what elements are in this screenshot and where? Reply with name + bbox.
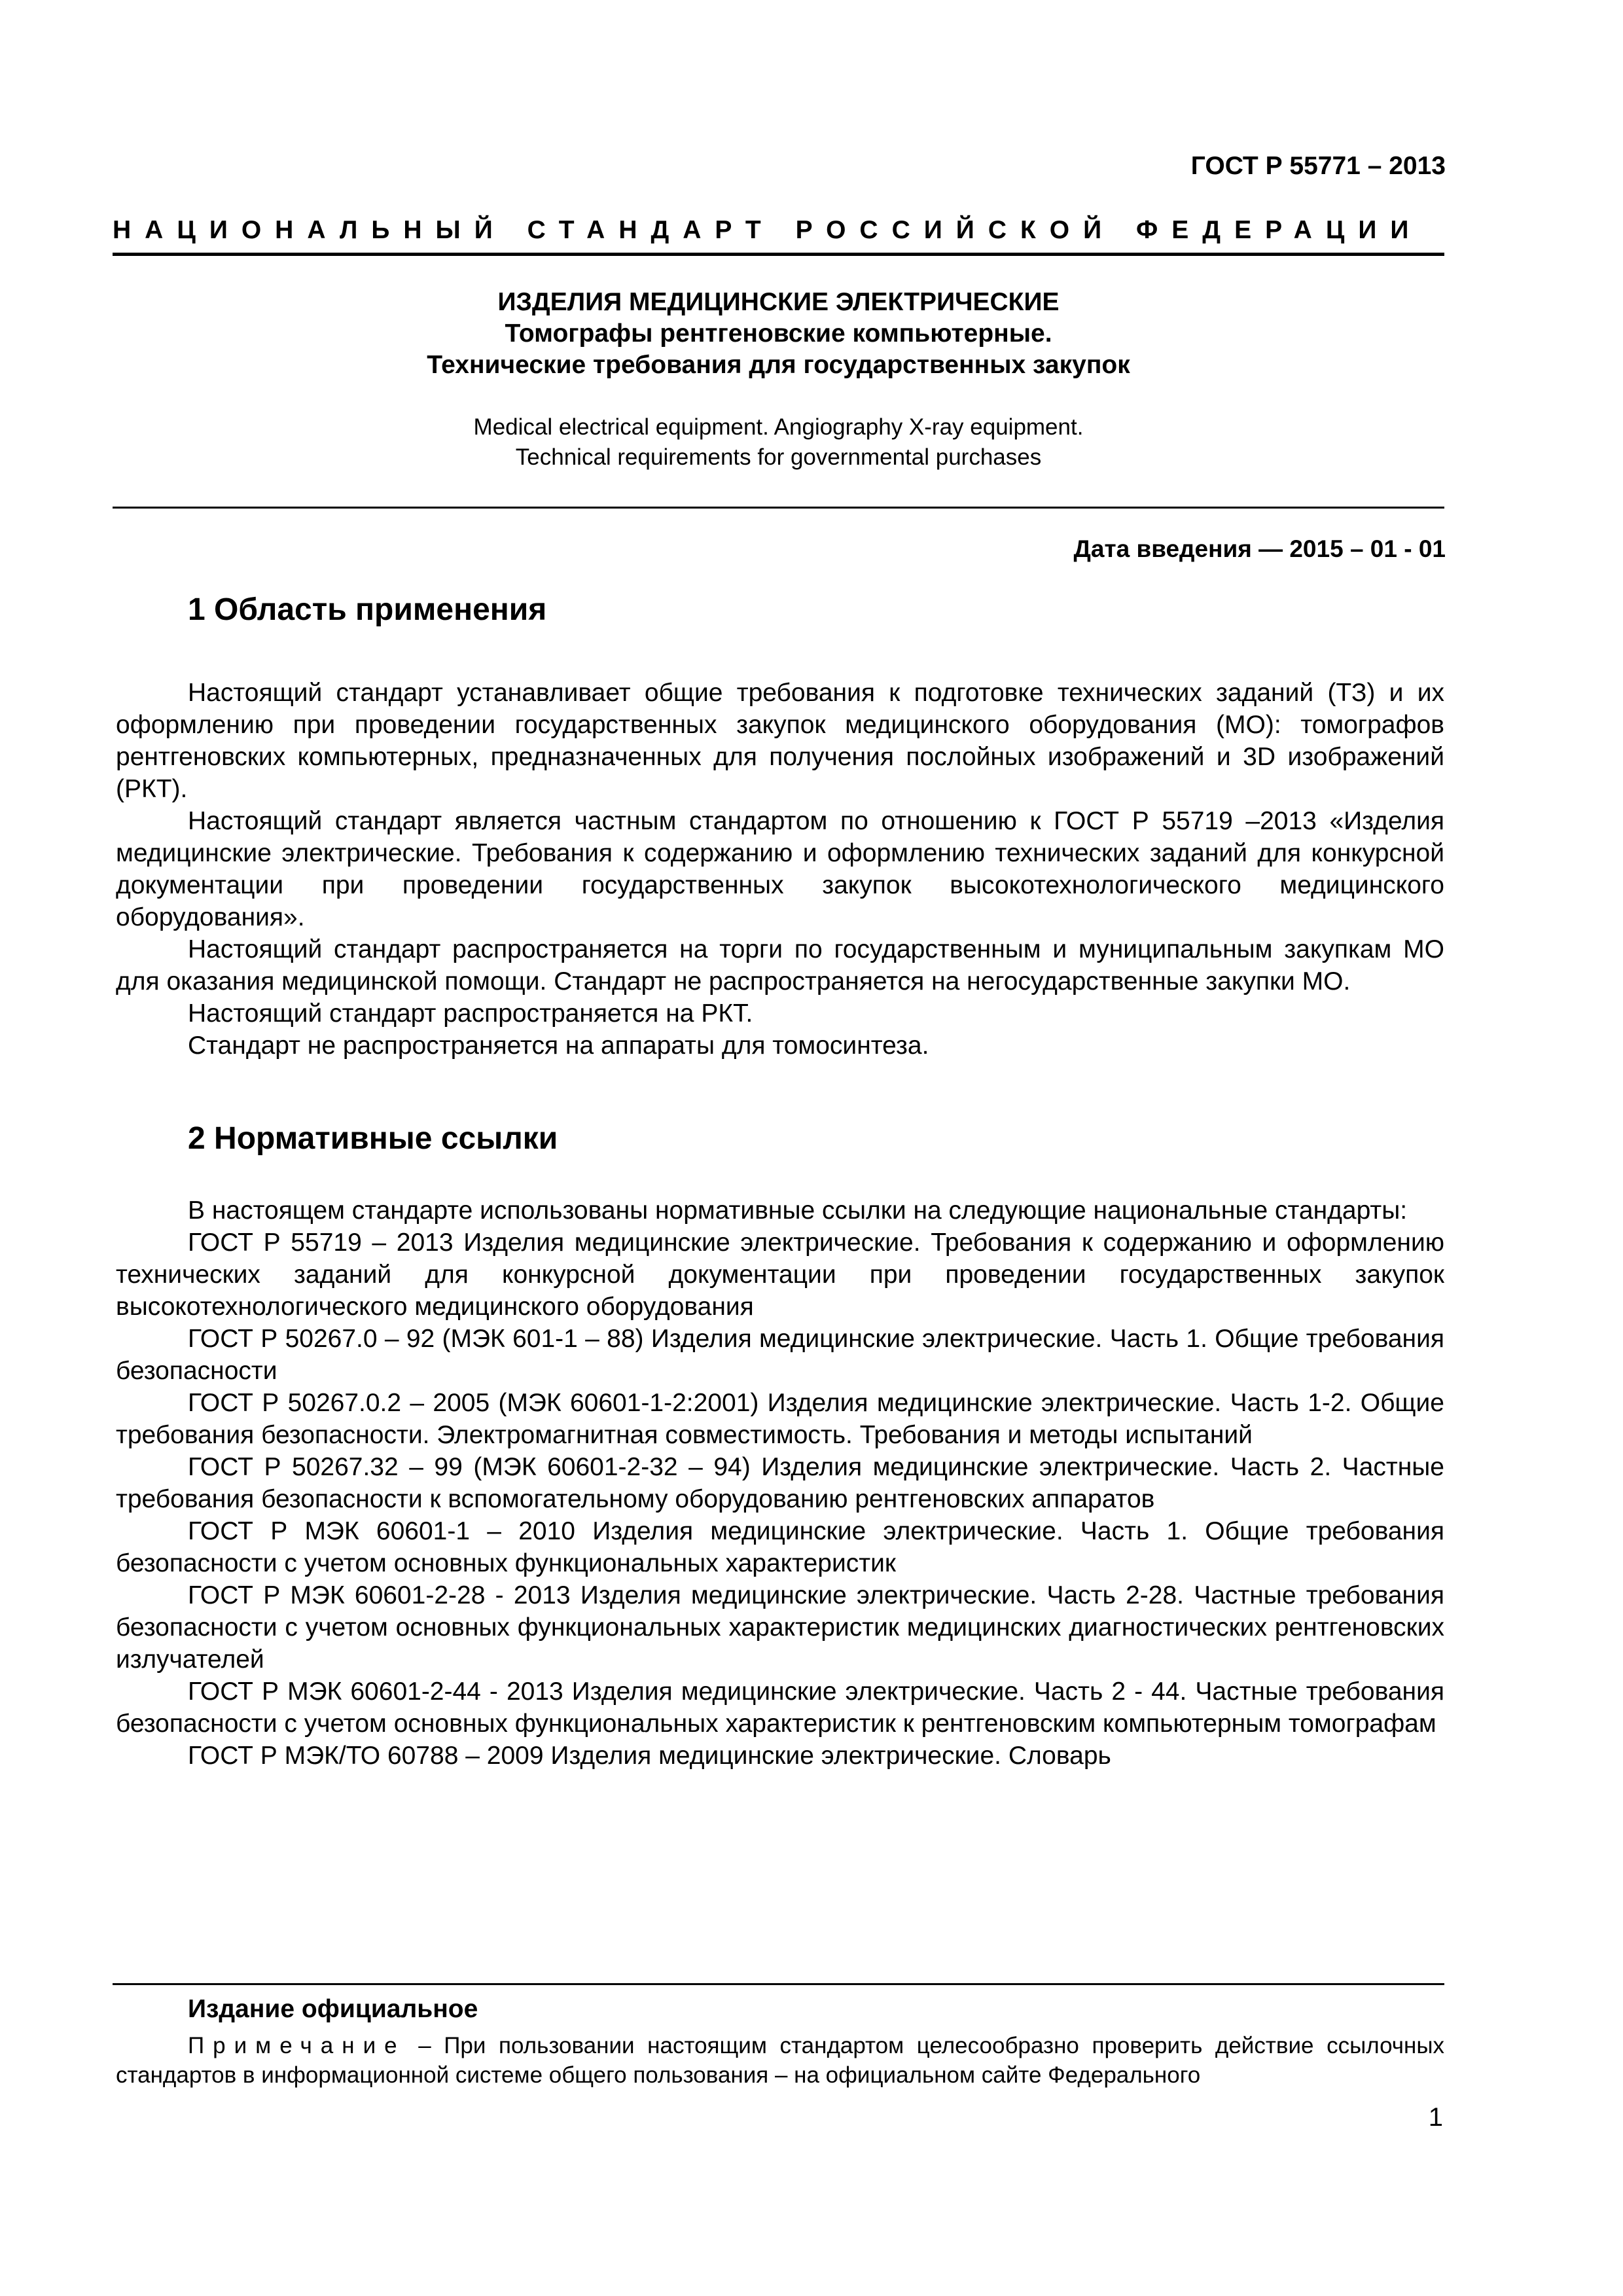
paragraph: Стандарт не распространяется на аппараты для томосинтеза.: [188, 1031, 929, 1060]
title-line-3: Технические требования для государственных закупок: [427, 351, 1130, 379]
footer-note: [116, 2031, 1444, 2090]
section-2-body: [116, 1194, 1444, 1772]
paragraph: В настоящем стандарте использованы нормативные ссылки на следующие национальные стандарты:: [188, 1196, 1408, 1225]
title-rule: [113, 507, 1444, 509]
section-2-heading: 2 Нормативные ссылки: [188, 1121, 558, 1156]
english-title-block: [113, 412, 1444, 473]
english-title-line-1: Medical electrical equipment. Angiography X-ray equipment.: [473, 414, 1084, 440]
note-text: – При пользовании настоящим стандартом целесообразно проверить действие ссылочных стандартов в информационной системе общего пользования – на официальном сайте Федерального: [116, 2033, 1444, 2088]
official-edition-label: Издание официальное: [188, 1995, 478, 2023]
reference-item: ГОСТ Р 50267.0.2 – 2005 (МЭК 60601-1-2:2001) Изделия медицинские электрические. Часть 1-2. Общие требования безопасности. Электромагнитная совместимость. Требования и методы испытаний: [116, 1389, 1444, 1449]
section-1-body: [116, 677, 1444, 1062]
reference-item: ГОСТ Р 50267.0 – 92 (МЭК 601-1 – 88) Изделия медицинские электрические. Часть 1. Общие требования безопасности: [116, 1325, 1444, 1385]
section-1-heading: 1 Область применения: [188, 592, 547, 627]
english-title-line-2: Technical requirements for governmental purchases: [515, 444, 1042, 470]
reference-item: ГОСТ Р МЭК 60601-2-44 - 2013 Изделия медицинские электрические. Часть 2 - 44. Частные требования безопасности с учетом основных функциональных характеристик к рентгеновским компьютерным томографам: [116, 1677, 1444, 1738]
reference-item: ГОСТ Р 55719 – 2013 Изделия медицинские электрические. Требования к содержанию и оформлению технических заданий для конкурсной документации при проведении государственных закупок высокотехнологического медицинского оборудования: [116, 1229, 1444, 1321]
footer-rule: [113, 1983, 1444, 1985]
document-code: ГОСТ Р 55771 – 2013: [1190, 152, 1446, 180]
paragraph: Настоящий стандарт устанавливает общие требования к подготовке технических заданий (ТЗ) и их оформлению при проведении государственных закупок медицинского оборудования (МО): томографов рентгеновских компьютерных, предназначенных для получения послойных изображений и 3D изображений (РКТ).: [116, 679, 1444, 803]
title-line-1: ИЗДЕЛИЯ МЕДИЦИНСКИЕ ЭЛЕКТРИЧЕСКИЕ: [497, 288, 1060, 316]
title-line-2: Томографы рентгеновские компьютерные.: [505, 319, 1052, 348]
introduction-date: Дата введения — 2015 – 01 - 01: [1073, 535, 1446, 562]
reference-item: ГОСТ Р МЭК 60601-1 – 2010 Изделия медицинские электрические. Часть 1. Общие требования безопасности с учетом основных функциональных характеристик: [116, 1517, 1444, 1577]
national-standard-banner: НАЦИОНАЛЬНЫЙ СТАНДАРТ РОССИЙСКОЙ ФЕДЕРАЦИИ: [113, 216, 1423, 244]
paragraph: Настоящий стандарт является частным стандартом по отношению к ГОСТ Р 55719 –2013 «Изделия медицинские электрические. Требования к содержанию и оформлению технических заданий для конкурсной документации при проведении государственных закупок высокотехнологического медицинского оборудования».: [116, 807, 1444, 931]
paragraph: Настоящий стандарт распространяется на РКТ.: [188, 999, 753, 1028]
header-rule: [113, 253, 1444, 256]
title-block: [113, 287, 1444, 381]
note-label: Примечание: [188, 2033, 406, 2058]
reference-item: ГОСТ Р МЭК/ТО 60788 – 2009 Изделия медицинские электрические. Словарь: [188, 1742, 1111, 1770]
paragraph: Настоящий стандарт распространяется на торги по государственным и муниципальным закупкам МО для оказания медицинской помощи. Стандарт не распространяется на негосударственные закупки МО.: [116, 935, 1444, 996]
page-number: 1: [1428, 2103, 1443, 2132]
reference-item: ГОСТ Р МЭК 60601-2-28 - 2013 Изделия медицинские электрические. Часть 2-28. Частные требования безопасности с учетом основных функциональных характеристик медицинских диагностических рентгеновских излучателей: [116, 1581, 1444, 1674]
reference-item: ГОСТ Р 50267.32 – 99 (МЭК 60601-2-32 – 94) Изделия медицинские электрические. Часть 2. Частные требования безопасности к вспомогательному оборудованию рентгеновских аппаратов: [116, 1453, 1444, 1513]
